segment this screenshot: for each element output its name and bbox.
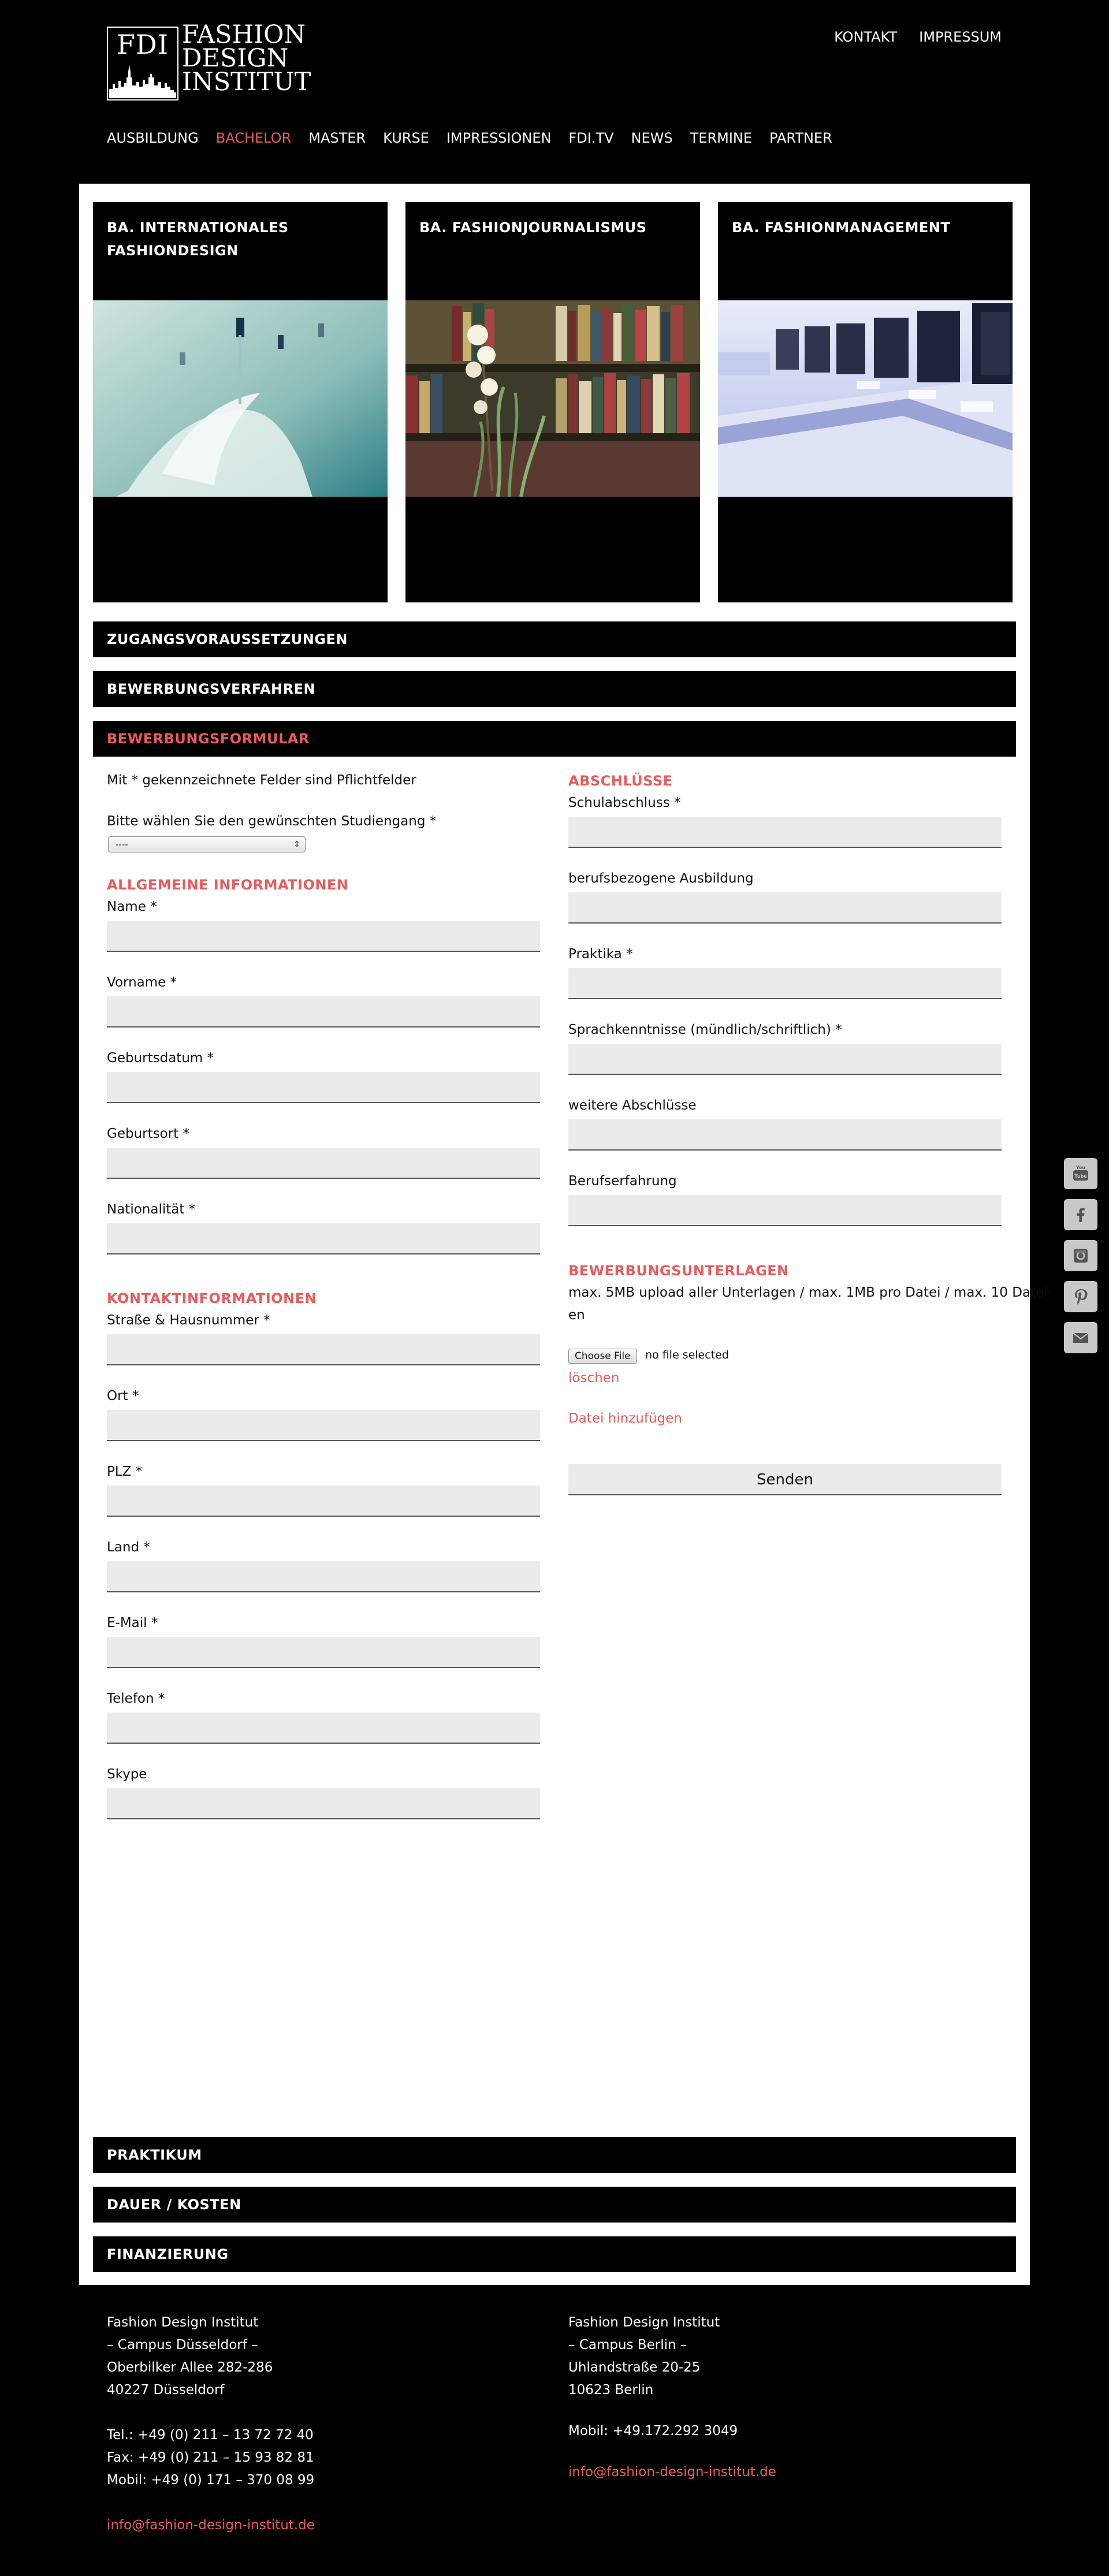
card-title: BA. FASHIONJOURNALISMUS (419, 219, 647, 236)
nav-impressionen[interactable]: IMPRESSIONEN (446, 130, 552, 146)
ausbildung-field[interactable] (568, 892, 1002, 924)
contact-info-title: KONTAKTINFORMATIONEN (107, 1290, 317, 1306)
name-label: Name * (107, 899, 157, 914)
main-nav (107, 130, 832, 146)
footer-mobile: Mobil: +49 (0) 171 – 370 08 99 (107, 2473, 315, 2488)
sprachkenntnisse-field[interactable] (568, 1044, 1002, 1075)
accordion-bewerbungsformular[interactable] (93, 721, 1016, 757)
youtube-button[interactable] (1064, 1158, 1097, 1189)
delete-file-link[interactable]: löschen (568, 1371, 620, 1386)
weitere-abschluesse-field[interactable] (568, 1119, 1002, 1151)
nav-fdi-tv[interactable]: FDI.TV (568, 130, 614, 146)
footer-line: Uhlandstraße 20-25 (568, 2360, 701, 2375)
nationalitaet-field[interactable] (107, 1223, 540, 1255)
telefon-field[interactable] (107, 1713, 540, 1744)
praktika-label: Praktika * (568, 947, 633, 962)
facebook-icon (1071, 1205, 1091, 1224)
berufserfahrung-label: Berufserfahrung (568, 1174, 677, 1189)
weitere-abschluesse-label: weitere Abschlüsse (568, 1098, 697, 1113)
land-field[interactable] (107, 1561, 540, 1592)
mail-button[interactable] (1064, 1322, 1097, 1353)
accordion-title: BEWERBUNGSVERFAHREN (107, 681, 316, 697)
email-field[interactable] (107, 1637, 540, 1668)
select-arrows-icon: ⇕ (293, 840, 300, 849)
berufserfahrung-field[interactable] (568, 1195, 1002, 1226)
geburtsort-label: Geburtsort * (107, 1126, 189, 1141)
pinterest-button[interactable] (1064, 1281, 1097, 1312)
course-select-value: ---- (116, 839, 128, 850)
impressum-link[interactable]: IMPRESSUM (919, 29, 1002, 45)
mail-icon (1071, 1328, 1091, 1347)
card-title: BA. INTERNATIONALES FASHIONDESIGN (107, 219, 289, 259)
add-file-link[interactable]: Datei hinzufügen (568, 1411, 682, 1426)
email-label: E-Mail * (107, 1615, 158, 1631)
footer-mobile: Mobil: +49.172.292 3049 (568, 2424, 738, 2439)
accordion-title: PRAKTIKUM (107, 2147, 202, 2163)
degrees-title: ABSCHLÜSSE (568, 773, 673, 789)
plz-label: PLZ * (107, 1464, 143, 1479)
kontakt-link[interactable]: KONTAKT (834, 29, 898, 45)
nav-partner[interactable]: PARTNER (769, 130, 832, 146)
course-label: Bitte wählen Sie den gewünschten Studiengang * (107, 814, 437, 829)
footer-phone: Tel.: +49 (0) 211 – 13 72 72 40 (107, 2428, 314, 2443)
accordion-title: FINANZIERUNG (107, 2246, 229, 2262)
youtube-icon (1071, 1164, 1091, 1183)
footer-line: Oberbilker Allee 282-286 (107, 2360, 273, 2375)
card-image (718, 300, 1013, 497)
footer-line: Fashion Design Institut (107, 2315, 259, 2330)
card-fashiondesign[interactable] (93, 202, 388, 602)
accordion-title: BEWERBUNGSFORMULAR (107, 731, 310, 747)
accordion-praktikum[interactable] (93, 2137, 1016, 2173)
documents-note: max. 5MB upload aller Unterlagen / max. 1MB pro Datei / max. 10 Datei- (568, 1285, 1052, 1300)
site-logo[interactable] (107, 20, 311, 103)
card-image (93, 300, 388, 497)
instagram-button[interactable] (1064, 1240, 1097, 1271)
choose-file-button[interactable]: Choose File (568, 1349, 637, 1364)
footer-fax: Fax: +49 (0) 211 – 15 93 82 81 (107, 2450, 314, 2465)
accordion-finanzierung[interactable] (93, 2236, 1016, 2272)
accordion-dauer-kosten[interactable] (93, 2187, 1016, 2223)
pinterest-icon (1071, 1287, 1091, 1306)
card-title: BA. FASHIONMANAGEMENT (732, 219, 951, 236)
nav-master[interactable]: MASTER (308, 130, 366, 146)
logo-abbr: FDI (117, 29, 169, 60)
course-select[interactable] (108, 836, 306, 853)
geburtsdatum-label: Geburtsdatum * (107, 1051, 214, 1066)
footer-campus-duesseldorf (107, 2311, 315, 2537)
facebook-button[interactable] (1064, 1199, 1097, 1230)
svg-text:Tube: Tube (1074, 1174, 1087, 1179)
submit-button[interactable]: Senden (568, 1464, 1002, 1495)
ort-label: Ort * (107, 1388, 139, 1404)
card-image (405, 300, 700, 497)
nav-ausbildung[interactable]: AUSBILDUNG (107, 130, 199, 146)
ort-field[interactable] (107, 1410, 540, 1441)
logo-line: DESIGN (182, 44, 289, 73)
footer-campus-berlin (568, 2311, 776, 2484)
telefon-label: Telefon * (107, 1691, 165, 1706)
schulabschluss-label: Schulabschluss * (568, 795, 681, 810)
nav-news[interactable]: NEWS (631, 130, 673, 146)
footer-line: Fashion Design Institut (568, 2315, 720, 2330)
skyline-icon (109, 60, 176, 98)
vorname-label: Vorname * (107, 975, 177, 990)
logo-wordmark (182, 20, 311, 96)
required-note: Mit * gekennzeichnete Felder sind Pflichtfelder (107, 773, 416, 788)
nav-bachelor[interactable]: BACHELOR (215, 130, 292, 146)
accordion-title: DAUER / KOSTEN (107, 2197, 241, 2213)
instagram-icon (1071, 1246, 1091, 1265)
footer-line: 40227 Düsseldorf (107, 2383, 225, 2398)
ausbildung-label: berufsbezogene Ausbildung (568, 871, 754, 886)
nav-kurse[interactable]: KURSE (383, 130, 429, 146)
card-fashionjournalismus[interactable] (405, 202, 700, 602)
strasse-label: Straße & Hausnummer * (107, 1313, 270, 1328)
documents-note-continued: en (568, 1308, 585, 1323)
logo-box (107, 27, 178, 100)
skype-label: Skype (107, 1767, 147, 1782)
geburtsdatum-field[interactable] (107, 1072, 540, 1103)
land-label: Land * (107, 1540, 150, 1555)
accordion-bewerbungsverfahren[interactable] (93, 671, 1016, 707)
top-links (834, 29, 1002, 45)
no-file-text: no file selected (645, 1349, 729, 1361)
skype-field[interactable] (107, 1788, 540, 1819)
vorname-field[interactable] (107, 996, 540, 1028)
footer-line: – Campus Düsseldorf – (107, 2337, 258, 2352)
footer-email-link[interactable]: info@fashion-design-institut.de (568, 2465, 776, 2480)
nav-termine[interactable]: TERMINE (690, 130, 753, 146)
name-field[interactable] (107, 921, 540, 952)
accordion-zugangsvoraussetzungen[interactable] (93, 621, 1016, 657)
logo-line: FASHION (182, 20, 306, 49)
nationalitaet-label: Nationalität * (107, 1202, 196, 1217)
praktika-field[interactable] (568, 968, 1002, 999)
footer-line: 10623 Berlin (568, 2383, 654, 2398)
geburtsort-field[interactable] (107, 1148, 540, 1179)
card-fashionmanagement[interactable] (718, 202, 1013, 602)
documents-title: BEWERBUNGSUNTERLAGEN (568, 1263, 789, 1279)
plz-field[interactable] (107, 1486, 540, 1517)
svg-text:You: You (1075, 1165, 1086, 1170)
footer-line: – Campus Berlin – (568, 2337, 687, 2352)
general-info-title: ALLGEMEINE INFORMATIONEN (107, 877, 349, 893)
schulabschluss-field[interactable] (568, 817, 1002, 848)
strasse-field[interactable] (107, 1334, 540, 1365)
footer-email-link[interactable]: info@fashion-design-institut.de (107, 2518, 315, 2533)
accordion-title: ZUGANGSVORAUSSETZUNGEN (107, 631, 348, 647)
logo-line: INSTITUT (182, 68, 311, 96)
sprachkenntnisse-label: Sprachkenntnisse (mündlich/schriftlich) * (568, 1022, 842, 1037)
